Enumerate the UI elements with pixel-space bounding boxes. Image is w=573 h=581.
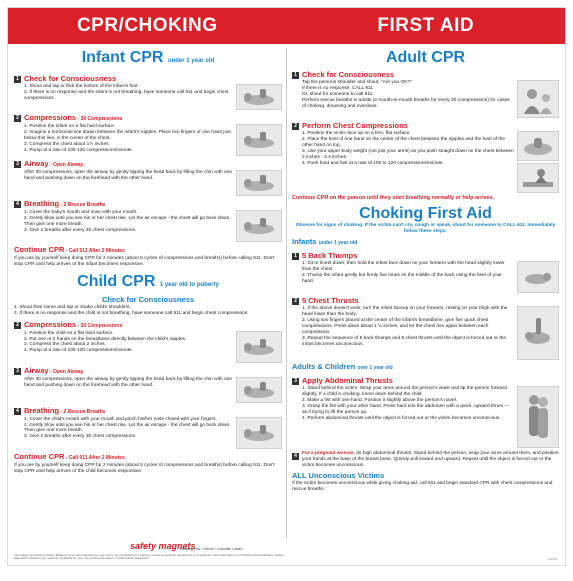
infant-step-4-line-2: 2. Gently blow until you see his or her chest rise. Let the air escape - the chest will go back down. Then give one more breath. (24, 215, 231, 227)
child-step-3-line-1: After 30 compressions, open the airway by gently tipping the head back by lifting the chin with one hand and pushing down on the forehead with the other hand. (24, 376, 232, 388)
chest-thrusts-text (302, 306, 514, 360)
child-step-text (24, 331, 233, 363)
child-check-title: Check for Consciousness (101, 294, 195, 304)
choking-title: Choking First Aid (359, 205, 492, 223)
step-number-2b: 2 (292, 298, 299, 305)
back-thumps-illustration (517, 261, 559, 293)
infant-step-2 (14, 113, 282, 156)
adults-children-heading: Adults & Children over 1 year old (292, 362, 393, 372)
step-number-4: 4 (292, 453, 299, 460)
infant-step-title: Breathing - 2 Rescue Breaths (24, 199, 106, 208)
adult-check-section (292, 70, 559, 118)
unconscious-title: ALL Unconscious Victims (292, 470, 385, 480)
choking-intro: Observe for signs of choking. If the victim can't cry, cough or speak, shout for someone to CALL 911. Immediately follow these steps: (295, 223, 556, 235)
abdominal-thrusts-section (292, 376, 559, 448)
child-step-title: Airway - Open Airway (24, 365, 84, 375)
adult-check-illustration (517, 80, 559, 118)
abdominal-thrusts-text (302, 386, 514, 448)
abdominal-line-1: 1. Stand behind the victim. Wrap your arms around the person's waist and tip the person forward slightly. If a child is choking, kneel down behind the child. (302, 386, 507, 398)
compression-hands-illustration (517, 131, 559, 161)
adult-continue-text: Continue CPR on the person until they start breathing normally or help arrives. (292, 195, 495, 201)
child-step-2-line-3: 3. Compress the chest about 2 inches. (24, 342, 106, 348)
step-number-badge: 2 (14, 115, 21, 122)
infant-step-2-line-4: 4. Pump at a rate of 100-120 compressions/minute. (24, 147, 134, 153)
product-code: s-0424 (547, 557, 557, 561)
adult-cpr-title: Adult CPR (385, 49, 466, 66)
infant-step-title: Check for Consciousness (24, 74, 117, 83)
adult-comp-line-1: 1. Position the victim face up on a firm, flat surface. (302, 131, 411, 136)
banner-left-title: CPR/CHOKING (76, 15, 218, 36)
adult-check-line-2: If there is no response, CALL 911 (302, 85, 373, 91)
left-column (14, 48, 282, 545)
header-banner (8, 8, 565, 44)
infant-illustration (236, 124, 282, 156)
infant-illustration (236, 170, 282, 196)
child-step-2-line-4: 4. Pump at a rate of 100-120 compressions/minute. (24, 348, 134, 354)
abdominal-thrusts-title: Apply Abdominal Thrusts (302, 376, 393, 386)
infant-step-text (24, 124, 233, 156)
child-step-title: Breathing - 2 Rescue Breaths (24, 405, 106, 415)
child-continue-text: If you are by yourself keep doing CPR for 2 minutes (about 5 cycles of compressions and breaths) before calling 911. Don't stop CPR until help arrives or the child becomes responsive. (14, 462, 275, 474)
step-number-badge: 1 (14, 76, 21, 83)
abdominal-line-4: 4. Perform abdominal thrusts until the object is forced out or the victim becomes unconscious. (302, 415, 501, 421)
step-number-badge: 4 (14, 201, 21, 208)
child-step-text (24, 377, 233, 403)
infant-step-4-line-1: 1. Cover the baby's mouth and nose with your mouth. (24, 210, 138, 215)
pregnant-text: For a pregnant woman, do high abdominal thrusts: Stand behind the person, wrap your arms around them, and position your hands at the base of the breast bone. Quickly pull inward and upward. Repeat until the object is forced out or the victim becomes unconscious. (302, 451, 559, 469)
column-divider (286, 48, 287, 539)
chest-thrusts-title: 5 Chest Thrusts (302, 296, 359, 306)
step-number-badge: 4 (14, 408, 21, 415)
child-cpr-heading (14, 272, 282, 295)
chest-thrusts-line-3: 3. Repeat the sequence of 5 back thumps and 5 chest thrusts until the object is forced out or the infant becomes unconscious. (302, 335, 506, 347)
step-number-1: 1 (292, 72, 299, 79)
infant-step-title: Airway - Open Airway (24, 159, 84, 168)
safety-magnets-logo: safety magnets (130, 541, 196, 551)
child-cpr-subtitle: 1 year old to puberty (159, 281, 219, 288)
adult-comp-line-4: 4. Push hard and fast at a rate of 100 to 120 compressions/minute. (302, 160, 444, 166)
child-step-2 (14, 320, 282, 363)
step-number-1b: 1 (292, 253, 299, 260)
infant-step-2-line-2: 2. Imagine a horizontal line drawn between the infant's nipples. Place two fingers of one hand just below this line, in the center of the chest. (24, 129, 231, 141)
child-step-4-line-3: 3. Give 2 breaths after every 30 chest compressions. (24, 434, 137, 440)
unconscious-text: If the victim becomes unconscious while giving choking aid, call 911 and begin standard CPR with chest compressions and rescue breaths. (292, 480, 553, 492)
child-cpr-title: Child CPR (77, 272, 156, 290)
infant-cpr-heading (14, 48, 282, 71)
back-thumps-section (292, 251, 559, 293)
chest-thrusts-section (292, 296, 559, 360)
abdominal-line-3: 3. Grasp the fist with your other hand. Press hard into the abdomen with a quick, upward thrust — as if trying to lift the person up. (302, 403, 510, 415)
child-step-title: Compressions - 30 Compressions (24, 319, 123, 329)
back-thumps-line-1: 1. Sit or kneel down, then hold the infant face down on your forearm with the head slightly lower than the chest. (302, 261, 505, 273)
child-illustration (236, 377, 282, 403)
adult-compressions-section (292, 121, 559, 193)
chest-thrusts-line-2: 2. Using two fingers placed at the center of the infant's breastbone, give five quick chest compressions. Press down about 1 ½ inches, and let the chest rise again between each compression. (302, 318, 489, 335)
child-illustration (236, 417, 282, 449)
adult-check-line-4: Perform rescue breaths in adults (2-mouth-to-mouth breaths for every 30 compressions) for cases of choking, drowning and overdose. (302, 97, 510, 109)
infant-step-4-line-3: 3. Give 2 breaths after every 30 chest compressions. (24, 227, 137, 233)
child-step-4 (14, 406, 282, 449)
infant-step-1-line-2: 2. If there is no response and the infant is not breathing, have someone call 911 and begin chest compressions. (24, 89, 229, 101)
step-number-3: 3 (292, 378, 299, 385)
infant-step-3 (14, 159, 282, 196)
infant-step-1-line-1: 1. Shout and tap or flick the bottom of the infant's foot. (24, 84, 139, 89)
child-step-2-line-2: 2. Put one or 2 hands on the breastbone directly between the child's nipples. (24, 336, 187, 342)
infant-illustration (236, 210, 282, 242)
child-check-text (14, 305, 282, 317)
infant-steps (14, 74, 282, 242)
infant-step-2-line-3: 3. Compress the chest about 1½ inches. (24, 141, 110, 147)
infant-step-1 (14, 74, 282, 110)
adult-comp-line-2: 2. Place the heel of one hand on the center of the chest between the nipples and the heel of the other hand on top. (302, 136, 505, 148)
back-thumps-line-2: 2. Thump the infant gently but firmly five times on the middle of the back using the heel of your hand. (302, 273, 502, 284)
child-steps (14, 320, 282, 449)
step-number-2: 2 (292, 123, 299, 130)
infant-continue-text: If you are by yourself keep doing CPR for 2 minutes (about 5 cycles of compressions and breaths) before calling 911. Don't stop CPR until help arrives or the infant becomes responsive. (14, 256, 275, 267)
infant-step-text (24, 170, 233, 196)
adult-check-title: Check for Consciousness (302, 70, 395, 79)
abdominal-line-2: 2. Make a fist with one hand. Position it slightly above the person's navel. (302, 398, 458, 404)
compression-body-illustration (517, 163, 559, 193)
infant-continue-section (14, 245, 282, 268)
infant-step-2-line-1: 1. Position the infant on a flat hard surface. (24, 124, 116, 129)
adult-compressions-title: Perform Chest Compressions (302, 121, 408, 130)
infant-step-text (24, 84, 233, 110)
child-step-4-line-1: 1. Cover the child's mouth with your mouth and pinch his/her nose closed with your fingers. (24, 416, 217, 422)
infant-step-4 (14, 199, 282, 242)
pregnant-section (292, 451, 559, 469)
adult-compressions-text (302, 131, 514, 193)
back-thumps-title: 5 Back Thumps (302, 251, 358, 261)
first-aid-sheet (8, 8, 565, 565)
child-illustration (236, 331, 282, 363)
infant-cpr-title: Infant CPR (81, 49, 164, 66)
child-step-text (24, 417, 233, 449)
infant-step-text (24, 210, 233, 242)
adult-check-line-1: Tap the persons shoulder and shout, "Are you OK?" (302, 80, 412, 85)
disclaimer-footer: Information provided on Safety Magnets is for informational use only and is not a substitute for training. Contact a local fire department or hospital for more information on CPR/First Aid certification. Safety Magnets® disclaims any warranty or liability for your use of this information. © 2020 Safety Magnets® (14, 552, 284, 561)
infant-step-3-line-1: After 30 compressions, open the airway by gently tipping the head back by lifting the chin with one hand and pushing down on the forehead with the other hand. (24, 170, 232, 181)
chest-thrusts-illustration (517, 306, 559, 360)
banner-right-title: FIRST AID (377, 15, 475, 36)
child-step-4-line-2: 2. Gently blow until you see his or her chest rise. Let the air escape - the chest will go back down. Then give one more breath. (24, 422, 231, 434)
infant-continue-title: Continue CPR - Call 911 After 2 Minutes (14, 245, 125, 254)
step-number-badge: 3 (14, 161, 21, 168)
infant-step-title: Compressions - 30 Compressions (24, 113, 123, 122)
adult-check-text (302, 80, 514, 118)
infants-heading: Infants under 1 year old (292, 237, 358, 247)
child-step-3 (14, 366, 282, 403)
adult-check-line-3: Or, shout for someone to call 911. (302, 91, 374, 97)
logo-tagline: Helping you • inform • educate • warn (180, 546, 243, 551)
back-thumps-text (302, 261, 514, 293)
child-check-line-2: 2. If there is no response and the child is not breathing, have someone call 911 and begin chest compressions. (14, 310, 249, 316)
abdominal-thrusts-illustration (517, 386, 559, 448)
infant-illustration (236, 84, 282, 110)
step-number-badge: 2 (14, 322, 21, 329)
right-column (292, 48, 559, 545)
child-continue-title: Continue CPR - Call 911 After 2 Minutes (14, 451, 125, 461)
child-continue-section (14, 452, 282, 475)
child-check-line-1: 1. Shout their name and tap or shake child's shoulders. (14, 304, 131, 310)
adult-comp-line-3: 3. Use your upper body weight (not just your arms) as you push straight down on the chest between 2 inches - 2.4 inches. (302, 148, 514, 160)
step-number-badge: 3 (14, 368, 21, 375)
chest-thrusts-line-1: 1. If the above doesn't work, turn the infant faceup on your forearm, resting on your thigh with the head lower than the body. (302, 306, 508, 318)
infant-cpr-subtitle: under 1 year old (167, 58, 215, 64)
child-step-2-line-1: 1. Position the child on a flat hard surface. (24, 330, 114, 336)
